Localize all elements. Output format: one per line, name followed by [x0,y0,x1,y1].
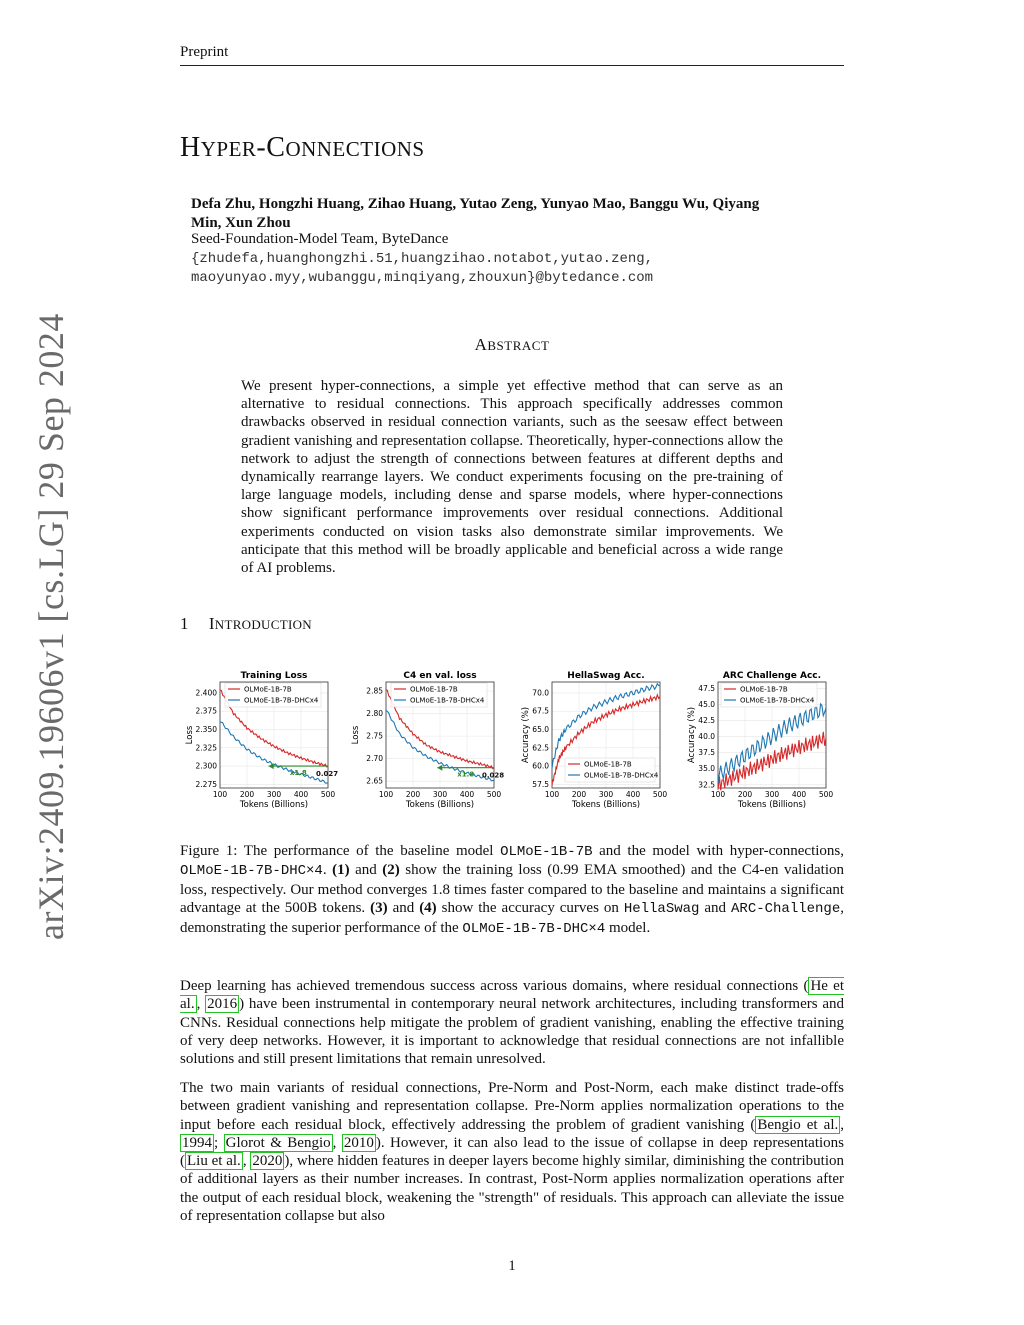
section-number: 1 [180,614,189,633]
x-tick-label: 100 [212,790,228,799]
section-heading [180,614,312,634]
caption-text: , demonstrating the superior performance of the [180,900,844,936]
author-list: Defa Zhu, Hongzhi Huang, Zihao Huang, Yutao Zeng, Yunyao Mao, Banggu Wu, Qiyang Min, Xun Zhou [191,196,760,231]
y-tick-label: 2.75 [366,731,383,741]
x-tick-label: 200 [737,790,753,799]
title-dash: - [256,132,267,163]
y-axis-label: Loss [185,725,195,745]
caption-model-base: OLMoE-1B-7B [500,844,593,860]
citation-link-glorot[interactable]: Glorot & Bengio [225,1134,331,1151]
y-tick-label: 42.5 [698,716,715,726]
citation-link-he[interactable]: He et al. [180,978,844,1013]
title-smallcaps-onnections: ONNECTIONS [285,137,425,161]
legend-label: OLMoE-1B-7B [584,760,632,769]
y-tick-label: 37.5 [698,748,715,758]
y-tick-label: 2.400 [195,688,217,698]
caption-ref-2: (2) [382,862,400,879]
y-tick-label: 2.65 [366,776,383,786]
running-head: Preprint [180,44,229,60]
y-tick-label: 40.0 [698,732,715,742]
caption-text: show the training loss (0.99 EMA smoothed) and the C4-en validation loss, respectively. Our method converges 1.8 times faster compared to the baseline and maintains a significant advantage at the 500B tokens. [180,862,844,917]
chart-title: HellaSwag Acc. [567,671,645,681]
x-axis-label: Tokens (Billions) [239,800,309,810]
chart-hellaswag-svg [510,668,680,818]
y-tick-label: 70.0 [532,688,549,698]
chart-title: C4 en val. loss [403,671,477,681]
x-tick-label: 500 [652,790,668,799]
y-tick-label: 62.5 [532,743,549,753]
chart-arc-challenge [676,668,846,823]
caption-text: and the model with hyper-connections, [592,843,845,859]
caption-text: and [387,900,420,917]
x-tick-label: 400 [293,790,309,799]
caption-text: and [699,900,732,917]
speedup-label: x1.8 [457,770,475,779]
y-tick-label: 32.5 [698,780,715,790]
chart-arc-challenge-svg [676,668,846,818]
legend-label: OLMoE-1B-7B-DHCx4 [244,696,319,705]
chart-title: ARC Challenge Acc. [722,671,822,681]
x-axis-label: Tokens (Billions) [571,800,641,810]
para-text: , [196,996,206,1013]
gap-label: 0.028 [482,771,505,780]
x-tick-label: 100 [378,790,394,799]
paper-title [180,132,425,164]
caption-text: . [322,862,333,879]
caption-model-hc: OLMoE-1B-7B-DHC×4 [180,863,323,880]
intro-paragraph-1 [180,977,844,1068]
title-smallcaps-yper: YPER [200,137,257,161]
y-tick-label: 2.85 [366,686,383,696]
chart-c4-val-loss-svg [344,668,514,818]
x-tick-label: 400 [459,790,475,799]
citation-link-glorot-year[interactable]: 2010 [343,1134,374,1151]
legend-label: OLMoE-1B-7B-DHCx4 [410,696,485,705]
para-text: ), where hidden features in deeper layers become highly similar, diminishing the contribution of additional layers as their number increases. In contrast, Post-Norm applies normalization operations after the output of each residual block, weakening the "strength" of residuals. This approach can alleviate the issue of representation collapse but also [180,1153,845,1225]
abstract-heading-rest: BSTRACT [487,338,550,353]
chart-hellaswag [510,668,680,823]
caption-model-hc-2: OLMoE-1B-7B-DHC×4 [462,920,606,937]
y-tick-label: 47.5 [698,683,715,693]
x-tick-label: 200 [239,790,255,799]
y-tick-label: 2.350 [195,725,217,735]
citation-link-bengio-year[interactable]: 1994 [182,1134,212,1151]
x-axis-label: Tokens (Billions) [405,800,475,810]
y-tick-label: 2.300 [195,761,217,771]
x-tick-label: 500 [818,790,834,799]
x-tick-label: 500 [320,790,336,799]
x-tick-label: 400 [791,790,807,799]
y-tick-label: 57.5 [532,779,549,789]
affiliation: Seed-Foundation-Model Team, ByteDance [191,231,449,247]
legend-label: OLMoE-1B-7B [244,685,292,694]
x-tick-label: 400 [625,790,641,799]
x-tick-label: 300 [266,790,282,799]
arxiv-side-stamp: arXiv:2409.19606v1 [cs.LG] 29 Sep 2024 [31,313,71,940]
page-number: 1 [508,1258,516,1274]
citation-link-bengio[interactable]: Bengio et al. [757,1116,839,1133]
y-axis-label: Loss [351,725,361,745]
email-line-1: {zhudefa,huanghongzhi.51,huangzihao.notabot,yutao.zeng, [191,251,654,267]
caption-bench-arc: ARC-Challenge [731,901,841,918]
x-tick-label: 300 [432,790,448,799]
legend-label: OLMoE-1B-7B [740,685,788,694]
chart-training-loss-svg [178,668,348,818]
y-tick-label: 67.5 [532,706,549,716]
para-text: Deep learning has achieved tremendous success across various domains, where residual connections ( [180,978,809,994]
y-tick-label: 35.0 [698,764,715,774]
speedup-arrowhead [269,763,274,769]
caption-text: and [349,862,383,879]
abstract-text: We present hyper-connections, a simple yet effective method that can serve as an alternative to residual connections. This approach specifically addresses common drawbacks observed in residual connection variants, such as the seesaw effect between gradient vanishing and representation collapse. Theoretically, hyper-connections allow the network to adjust the strength of connections between features at different depths and dynamically rearrange layers. We conduct experiments focusing on the pre-training of large language models, including dense and sparse models, where hyper-connections show significant performance improvements over residual connections. Additional experiments conducted on vision tasks also demonstrate similar improvements. We anticipate that this method will be broadly applicable and beneficial across a wide range of AI problems. [241,378,783,577]
intro-paragraph-2 [180,1079,844,1225]
section-rest: NTRODUCTION [214,617,312,632]
email-line-2: maoyunyao.myy,wubanggu,minqiyang,zhouxun}@bytedance.com [191,270,654,286]
y-axis-label: Accuracy (%) [687,706,697,764]
para-text: The two main variants of residual connections, Pre-Norm and Post-Norm, each make distinct trade-offs between gradient vanishing and representation collapse. Pre-Norm applies normalization operations to the input before each residual block, effectively addressing the problem of gradient vanishing ( [180,1080,844,1133]
citation-link-liu-year[interactable]: 2020 [252,1153,283,1170]
para-text: ) have been instrumental in contemporary neural network architectures, including transformers and CNNs. Residual connections help mitigate the problem of gradient vanishing, enabling the effective training of very deep networks. However, it is important to acknowledge that residual connections are not infallible solutions and still present limitations that remain unresolved. [180,996,844,1068]
y-tick-label: 65.0 [532,725,549,735]
citation-link-liu[interactable]: Liu et al. [187,1153,241,1170]
x-tick-label: 300 [764,790,780,799]
caption-text: model. [605,919,651,936]
chart-training-loss [178,668,348,823]
legend-label: OLMoE-1B-7B-DHCx4 [584,771,659,780]
caption-ref-4: (4) [419,900,437,917]
caption-text: show the accuracy curves on [436,900,624,917]
section-initial: I [208,614,215,633]
x-tick-label: 100 [710,790,726,799]
y-axis-label: Accuracy (%) [521,706,531,764]
header-rule [180,65,844,66]
y-tick-label: 45.0 [698,699,715,709]
figure-caption [180,842,844,938]
y-tick-label: 2.70 [366,754,383,764]
caption-prefix: Figure 1: The performance of the baseline model [180,843,501,859]
x-tick-label: 100 [544,790,560,799]
abstract-heading [0,335,1024,355]
x-tick-label: 200 [571,790,587,799]
para-text: , [332,1134,342,1151]
x-tick-label: 300 [598,790,614,799]
y-tick-label: 2.275 [195,779,217,789]
title-initial-c: C [266,132,286,163]
x-axis-label: Tokens (Billions) [737,800,807,810]
chart-title: Training Loss [240,671,308,681]
y-tick-label: 2.375 [195,706,217,716]
gap-label: 0.027 [316,770,339,779]
para-text: , [242,1153,251,1170]
para-text: ; [214,1134,224,1151]
legend-label: OLMoE-1B-7B-DHCx4 [740,696,815,705]
y-tick-label: 2.325 [195,743,217,753]
title-initial-h: H [180,132,201,163]
caption-bench-hellaswag: HellaSwag [623,901,700,918]
para-text: , [840,1116,844,1133]
abstract-heading-initial: A [474,335,488,354]
y-tick-label: 60.0 [532,761,549,771]
chart-c4-val-loss [344,668,514,823]
para-text: ). However, it can also lead to the issue of collapse in deep representations ( [180,1134,845,1170]
caption-ref-3: (3) [370,900,388,917]
x-tick-label: 500 [486,790,502,799]
speedup-label: x1.8 [289,769,307,778]
y-tick-label: 2.80 [366,709,383,719]
caption-ref-1: (1) [332,862,350,879]
legend-label: OLMoE-1B-7B [410,685,458,694]
citation-link-he-year[interactable]: 2016 [207,996,238,1013]
x-tick-label: 200 [405,790,421,799]
